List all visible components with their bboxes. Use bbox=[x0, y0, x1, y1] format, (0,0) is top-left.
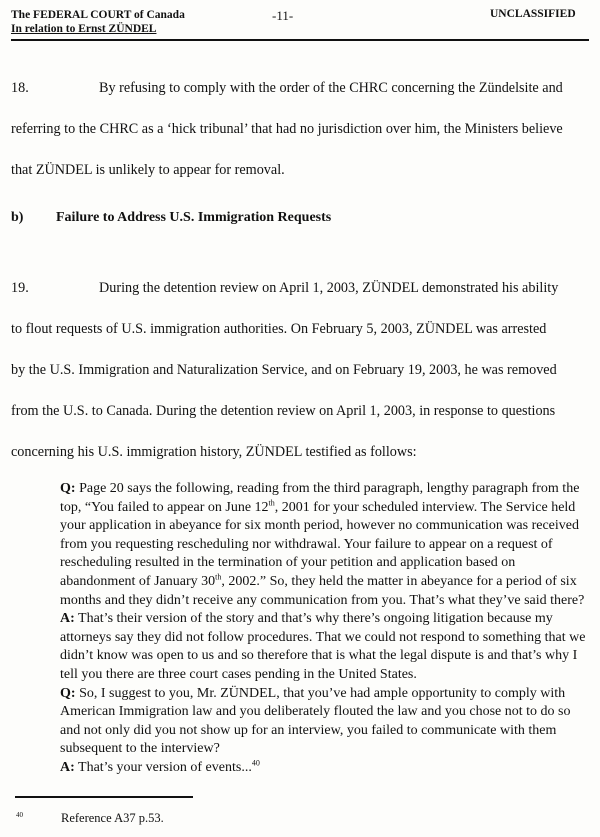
paragraph-18: 18. By refusing to comply with the order of the CHRC concerning the Zündelsite and referring to the CHRC as a ‘hick tribunal’ that had no jurisdiction over him, the Ministers believe that ZÜNDEL is unlikely to appear for removal. bbox=[11, 68, 589, 191]
case-relation: In relation to Ernst ZÜNDEL bbox=[11, 23, 157, 35]
testimony-question: Q: Page 20 says the following, reading from the third paragraph, lengthy paragraph from the top, “You failed to appear on June 12th, 2001 for your scheduled interview. The Service held your application in abeyance for six month period, however no communication was received from you requesting rescheduling nor withdrawal. Your failure to appear on a request of rescheduling resulted in the termination of your petition and application based on abandonment of January 30th, 2002.” So, they held the matter in abeyance for a period of six months and they didn’t receive any communication from you. That’s what they’ve said there? bbox=[60, 481, 585, 608]
section-heading bbox=[11, 210, 331, 226]
header-left bbox=[11, 8, 185, 36]
footnote-rule bbox=[15, 796, 193, 798]
section-label: b) bbox=[11, 210, 24, 225]
testimony-answer: A: That’s your version of events...$^{40}$ bbox=[60, 758, 260, 775]
section-title: Failure to Address U.S. Immigration Requests bbox=[56, 210, 332, 225]
header-rule bbox=[11, 39, 589, 41]
footnote-reference[interactable]: 40 bbox=[251, 758, 260, 768]
paragraph-number: 18. bbox=[11, 80, 29, 96]
testimony-answer: A: That’s their version of the story and that’s why there’s ongoing litigation because my attorneys say they did not follow procedures. That we could not respond to something that we didn’t know was open to us and so therefore that is what the legal dispute is and that’s why I tell you there are three court cases pending in the United States. bbox=[60, 611, 586, 682]
testimony-block bbox=[60, 480, 590, 778]
classification-label: UNCLASSIFIED bbox=[490, 8, 576, 20]
court-name: The FEDERAL COURT of Canada bbox=[11, 9, 185, 21]
footnote-number: 40 bbox=[16, 811, 23, 819]
paragraph-19: 19. During the detention review on April 1, 2003, ZÜNDEL demonstrated his ability to flout requests of U.S. immigration authorities. On February 5, 2003, ZÜNDEL was arrested by the U.S. Immigration and Naturalization Service, and on February 19, 2003, he was removed from the U.S. to Canada. During the detention review on April 1, 2003, in response to questions concerning his U.S. immigration history, ZÜNDEL testified as follows: bbox=[11, 268, 589, 473]
page-number: -11- bbox=[272, 8, 294, 23]
paragraph-number: 19. bbox=[11, 280, 29, 296]
footnote-text: Reference A37 p.53. bbox=[61, 811, 164, 825]
footnote bbox=[16, 811, 164, 826]
testimony-question: Q: So, I suggest to you, Mr. ZÜNDEL, that you’ve had ample opportunity to comply with American Immigration law and you deliberately flouted the law and you chose not to do so and not only did you not show up for an interview, you failed to communicate with them subsequent to the interview? bbox=[60, 685, 571, 757]
